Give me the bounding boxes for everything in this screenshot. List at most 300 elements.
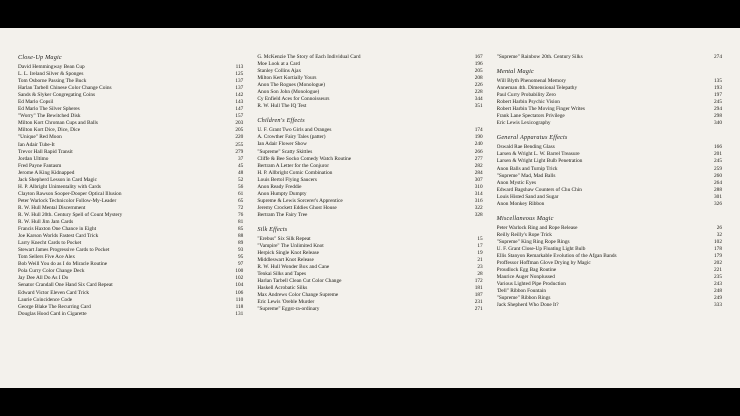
index-entry bbox=[18, 290, 243, 297]
entry-title: Robert Harbin Psychic Vision bbox=[496, 99, 560, 106]
entry-page: 61 bbox=[238, 190, 244, 197]
index-entry bbox=[18, 92, 243, 99]
entry-page: 142 bbox=[235, 92, 244, 99]
entry-title: R. W. Hull Mental Discernment bbox=[18, 204, 86, 211]
entry-page: 85 bbox=[238, 226, 244, 233]
entry-title: "Erebus" Six Silk Repeat bbox=[257, 235, 311, 242]
entry-title: R. W. Hull 20th. Century Spell of Count Mystery bbox=[18, 211, 123, 218]
index-entry-list bbox=[257, 54, 482, 110]
entry-page: 243 bbox=[714, 281, 722, 288]
entry-page: 143 bbox=[235, 99, 244, 106]
index-entry bbox=[497, 225, 722, 232]
entry-page: 322 bbox=[474, 204, 483, 211]
index-entry bbox=[497, 144, 722, 151]
entry-title: Haskell Acrobatic Silks bbox=[257, 285, 308, 292]
entry-title: Ian Adair Tube-It bbox=[18, 141, 55, 148]
index-entry bbox=[18, 113, 243, 120]
index-entry bbox=[257, 54, 482, 61]
entry-title: Moe Look at a Card bbox=[257, 61, 300, 68]
index-entry bbox=[18, 219, 243, 226]
entry-page: 248 bbox=[714, 288, 722, 295]
entry-page: 271 bbox=[474, 306, 483, 313]
entry-title: David Hemmingway Bean Cup bbox=[18, 64, 85, 70]
entry-page: 56 bbox=[238, 183, 244, 190]
entry-title: A. Crowther Fairy Tales (patter) bbox=[257, 134, 326, 141]
index-entry bbox=[257, 103, 482, 110]
entry-title: Eric Lewis 'Oreble Murder bbox=[257, 299, 315, 306]
index-entry bbox=[18, 163, 243, 170]
entry-title: Herpick Single Knot Release bbox=[257, 250, 319, 257]
entry-page: 259 bbox=[714, 165, 722, 172]
index-entry bbox=[257, 184, 482, 191]
entry-title: Anneman 4th. Dimensional Telepathy bbox=[496, 85, 578, 92]
entry-page: 89 bbox=[238, 240, 244, 247]
entry-page: 235 bbox=[714, 274, 722, 281]
entry-title: Reilly Reilly's Rope Trick bbox=[496, 231, 552, 238]
entry-title: "Vampire" The Unlimited Knot bbox=[257, 243, 324, 250]
entry-page: 344 bbox=[474, 96, 483, 103]
entry-title: "Supreme" Eggst-ra-ordinary bbox=[257, 306, 320, 313]
entry-title: Oswald Rae Bending Glass bbox=[496, 144, 555, 151]
index-entry bbox=[257, 243, 482, 250]
entry-title: Edward Victor Eleven Card Trick bbox=[18, 289, 90, 296]
entry-page: 197 bbox=[714, 92, 722, 99]
index-entry bbox=[497, 288, 722, 295]
entry-page: 328 bbox=[474, 211, 483, 218]
entry-page: 104 bbox=[235, 282, 244, 289]
index-entry bbox=[257, 75, 482, 82]
entry-page: 266 bbox=[474, 148, 483, 155]
index-entry bbox=[18, 247, 243, 254]
entry-title: Harlan Tarbell Clean Cut Color Change bbox=[257, 278, 342, 285]
index-entry bbox=[18, 156, 243, 163]
index-entry bbox=[497, 113, 722, 120]
entry-title: Milton Kort Dice, Dice, Dice bbox=[18, 127, 81, 134]
index-entry bbox=[257, 250, 482, 257]
entry-title: L. L. Ireland Silver & Sponges bbox=[18, 71, 84, 78]
entry-page: 174 bbox=[474, 127, 483, 134]
index-entry bbox=[18, 261, 243, 268]
index-entry bbox=[497, 78, 722, 85]
entry-page: 131 bbox=[235, 310, 244, 317]
entry-page: 178 bbox=[714, 245, 722, 252]
index-entry bbox=[18, 233, 243, 240]
entry-title: Cliffe & Bee Socko Comedy Watch Routine bbox=[257, 155, 352, 162]
entry-page: 255 bbox=[235, 141, 244, 148]
entry-page: 52 bbox=[238, 176, 244, 183]
entry-page: 28 bbox=[477, 271, 483, 278]
entry-title: Ed Marlo Copsil bbox=[18, 99, 54, 106]
entry-page: 193 bbox=[714, 85, 722, 92]
entry-page: 102 bbox=[235, 275, 244, 282]
index-entry bbox=[497, 180, 722, 187]
index-entry bbox=[257, 141, 482, 148]
entry-page: 32 bbox=[716, 231, 722, 238]
entry-title: Peter Warlock Ring and Rope Release bbox=[496, 224, 578, 231]
index-entry bbox=[257, 61, 482, 68]
entry-title: Jay Dee All Do As I Do bbox=[18, 275, 69, 282]
entry-page: 135 bbox=[714, 78, 722, 85]
index-entry bbox=[257, 149, 482, 156]
entry-page: 113 bbox=[235, 64, 244, 70]
entry-title: Jordan Ultimo bbox=[18, 155, 49, 162]
entry-page: 97 bbox=[238, 261, 244, 268]
entry-page: 340 bbox=[714, 120, 722, 127]
index-entry bbox=[18, 184, 243, 191]
section-heading: Silk Effects bbox=[257, 225, 288, 233]
index-entry bbox=[497, 151, 722, 158]
index-entry bbox=[18, 254, 243, 261]
entry-title: Paul Curry Probability Zero bbox=[496, 92, 556, 99]
entry-page: 172 bbox=[474, 278, 483, 285]
entry-page: 48 bbox=[238, 169, 244, 176]
entry-title: Anon The Rogues (Monologue) bbox=[257, 82, 326, 89]
index-entry bbox=[18, 71, 243, 78]
index-entry bbox=[18, 127, 243, 134]
entry-page: 298 bbox=[714, 113, 722, 120]
entry-title: "Supreme" Ribbon Rings bbox=[496, 295, 551, 302]
index-entry bbox=[257, 170, 482, 177]
entry-page: 166 bbox=[714, 144, 722, 151]
index-entry bbox=[18, 226, 243, 233]
index-entry bbox=[18, 212, 243, 219]
entry-title: Sands & Slyker Congregating Coins bbox=[18, 92, 96, 99]
index-entry bbox=[257, 68, 482, 75]
section-heading: Miscellaneous Magic bbox=[496, 214, 554, 222]
index-entry-list bbox=[497, 144, 722, 207]
section-heading: Mental Magic bbox=[496, 68, 534, 76]
entry-page: 118 bbox=[235, 303, 244, 310]
index-entry bbox=[497, 246, 722, 253]
index-entry bbox=[257, 236, 482, 243]
section-heading: Children's Effects bbox=[257, 117, 305, 125]
entry-page: 102 bbox=[714, 238, 722, 245]
index-entry bbox=[257, 264, 482, 271]
index-entry bbox=[257, 299, 482, 306]
index-entry bbox=[497, 232, 722, 239]
index-entry bbox=[257, 285, 482, 292]
index-entry bbox=[18, 106, 243, 113]
index-entry bbox=[257, 163, 482, 170]
entry-title: Pola Curry Color Change Deck bbox=[18, 268, 85, 275]
entry-title: U. F. Grant Close-Up Floating Light Bulb bbox=[496, 245, 586, 252]
entry-title: Bertram The Fairy Tree bbox=[257, 211, 308, 218]
entry-page: 179 bbox=[714, 252, 722, 259]
entry-title: Bertram A Letter for the Conjuror bbox=[257, 162, 329, 169]
entry-title: Ed Marlo The Silver Spheres bbox=[18, 106, 80, 113]
entry-page: 282 bbox=[474, 162, 483, 169]
entry-page: 294 bbox=[714, 106, 722, 113]
entry-title: Milton Kort Chroman Cups and Balls bbox=[18, 120, 98, 127]
section-heading: General Apparatus Effects bbox=[496, 134, 568, 142]
index-entry bbox=[18, 85, 243, 92]
entry-title: R. W. Hull The IQ Test bbox=[257, 103, 307, 110]
entry-page: 147 bbox=[235, 106, 244, 113]
entry-title: Tom Sellers Five Ace Alex bbox=[18, 254, 76, 261]
index-entry bbox=[257, 212, 482, 219]
index-entry bbox=[497, 274, 722, 281]
entry-title: Frank Lane Spectators Privilege bbox=[496, 113, 565, 120]
index-entry bbox=[497, 281, 722, 288]
index-entry bbox=[497, 302, 722, 309]
entry-page: 351 bbox=[474, 103, 483, 110]
entry-title: "Unique" Red Moon bbox=[18, 134, 62, 141]
index-entry-list bbox=[18, 64, 243, 318]
index-entry bbox=[497, 267, 722, 274]
index-entry bbox=[257, 191, 482, 198]
index-columns bbox=[18, 54, 722, 378]
entry-page: 274 bbox=[714, 54, 722, 60]
entry-page: 301 bbox=[714, 193, 722, 200]
entry-page: 316 bbox=[474, 197, 483, 204]
entry-page: 72 bbox=[238, 204, 244, 211]
entry-page: 310 bbox=[474, 183, 483, 190]
entry-page: 221 bbox=[714, 267, 722, 274]
entry-page: 110 bbox=[235, 296, 244, 303]
entry-page: 245 bbox=[714, 158, 722, 165]
index-entry bbox=[497, 99, 722, 106]
entry-page: 201 bbox=[714, 151, 722, 158]
entry-title: Clayton Rawson Sooper-Dooper Optical Illusion bbox=[18, 190, 122, 197]
index-entry bbox=[497, 239, 722, 246]
index-entry bbox=[497, 166, 722, 173]
index-entry bbox=[18, 240, 243, 247]
entry-title: Trevor Hall Rapid Transit bbox=[18, 148, 73, 155]
index-entry bbox=[18, 297, 243, 304]
index-entry-list bbox=[497, 54, 722, 61]
entry-title: Laurie Coincidence Code bbox=[18, 296, 73, 303]
entry-title: Max Andrews Color Change Supreme bbox=[257, 292, 339, 299]
index-entry bbox=[18, 170, 243, 177]
entry-title: Jeremy Crockett Eddies Ghost House bbox=[257, 204, 337, 211]
index-entry bbox=[257, 198, 482, 205]
entry-page: 181 bbox=[474, 285, 483, 292]
entry-title: Ellis Stanyon Remarkable Evolution of the Afgan Bands bbox=[496, 252, 617, 259]
entry-title: Larry Knecht Cards to Pocket bbox=[18, 240, 82, 247]
index-entry bbox=[257, 205, 482, 212]
entry-page: 333 bbox=[714, 302, 722, 309]
entry-title: Anon Mystic Eyes bbox=[496, 179, 537, 186]
entry-page: 65 bbox=[238, 197, 244, 204]
entry-title: Francis Haxton One Chance in Eight bbox=[18, 226, 97, 233]
index-entry-list bbox=[257, 236, 482, 314]
entry-title: Will Blyth Phenomenal Memory bbox=[496, 78, 567, 85]
entry-page: 17 bbox=[477, 243, 483, 250]
entry-title: Anon Monkey Ribbon bbox=[496, 200, 545, 207]
entry-page: 167 bbox=[474, 54, 483, 60]
entry-page: 37 bbox=[238, 155, 244, 162]
entry-page: 106 bbox=[235, 289, 244, 296]
entry-page: 264 bbox=[714, 179, 722, 186]
entry-page: 245 bbox=[714, 99, 722, 106]
index-entry bbox=[497, 253, 722, 260]
entry-title: Bob Weill You do as I do Miracle Routine bbox=[18, 261, 108, 268]
entry-title: Supreme & Lewis Sorcerer's Apprentice bbox=[257, 197, 343, 204]
index-entry bbox=[257, 257, 482, 264]
entry-page: 240 bbox=[474, 141, 483, 148]
entry-page: 326 bbox=[714, 200, 722, 207]
index-entry bbox=[18, 134, 243, 141]
entry-page: 228 bbox=[474, 89, 483, 96]
entry-page: 157 bbox=[235, 113, 244, 120]
entry-page: 26 bbox=[716, 224, 722, 231]
index-entry-list bbox=[257, 127, 482, 219]
index-entry bbox=[18, 205, 243, 212]
entry-page: 288 bbox=[714, 186, 722, 193]
index-entry bbox=[257, 156, 482, 163]
entry-page: 88 bbox=[238, 233, 244, 240]
entry-title: Louis Bertol Flying Saucers bbox=[257, 176, 317, 183]
index-entry bbox=[18, 142, 243, 149]
entry-title: Proudlock Egg Bag Routine bbox=[496, 267, 557, 274]
entry-page: 202 bbox=[714, 260, 722, 267]
entry-title: Maurice Auger Nonplussed bbox=[496, 274, 555, 281]
entry-title: Anon Humpty Dumpty bbox=[257, 190, 307, 197]
entry-title: "Supreme" King Ring Rope Rings bbox=[496, 238, 570, 245]
entry-page: 260 bbox=[714, 172, 722, 179]
entry-page: 205 bbox=[235, 127, 244, 134]
entry-page: 81 bbox=[238, 219, 244, 226]
entry-page: 249 bbox=[714, 295, 722, 302]
entry-page: 45 bbox=[238, 162, 244, 169]
index-entry bbox=[18, 149, 243, 156]
index-column-3 bbox=[497, 54, 722, 378]
index-entry bbox=[497, 260, 722, 267]
entry-page: 203 bbox=[235, 120, 244, 127]
entry-page: 277 bbox=[474, 155, 483, 162]
entry-page: 231 bbox=[474, 299, 483, 306]
index-entry bbox=[18, 311, 243, 318]
entry-page: 21 bbox=[477, 257, 483, 264]
entry-title: Jack Shepherd Lesson in Card Magic bbox=[18, 176, 97, 183]
index-entry bbox=[18, 282, 243, 289]
entry-title: Proffessor Hoffman Glove Drying by Magic bbox=[496, 260, 591, 267]
entry-page: 137 bbox=[235, 78, 244, 85]
entry-title: Harlan Tarbell Chinese Color Change Coins bbox=[18, 85, 112, 92]
section-heading: Close-Up Magic bbox=[18, 54, 62, 61]
entry-title: Various Lighted Pipe Production bbox=[496, 281, 566, 288]
entry-page: 220 bbox=[235, 134, 244, 141]
entry-title: Louis Histed Sand and Sugar bbox=[496, 193, 559, 200]
index-entry bbox=[18, 198, 243, 205]
index-entry bbox=[497, 201, 722, 208]
index-entry bbox=[257, 177, 482, 184]
index-entry bbox=[257, 82, 482, 89]
index-entry bbox=[257, 278, 482, 285]
entry-page: 19 bbox=[477, 250, 483, 257]
index-entry bbox=[18, 78, 243, 85]
index-entry bbox=[497, 173, 722, 180]
entry-title: Stewart James Progressive Cards to Pocket bbox=[18, 247, 110, 254]
entry-title: Ian Adair Flower Show bbox=[257, 141, 307, 148]
entry-title: Stanley Collins Ajax bbox=[257, 68, 302, 75]
entry-title: G. McKenzie The Story of Each Individual Card bbox=[257, 54, 361, 60]
entry-page: 76 bbox=[238, 211, 244, 218]
index-entry bbox=[18, 120, 243, 127]
entry-page: 279 bbox=[235, 148, 244, 155]
index-entry bbox=[497, 187, 722, 194]
index-entry bbox=[257, 127, 482, 134]
index-entry bbox=[497, 106, 722, 113]
index-entry bbox=[497, 120, 722, 127]
entry-title: Jack Shepherd Who Done It? bbox=[496, 302, 559, 309]
index-entry bbox=[18, 191, 243, 198]
entry-title: Cy Enfield Aces for Connoisseurs bbox=[257, 96, 330, 103]
index-entry bbox=[18, 64, 243, 71]
index-entry bbox=[18, 304, 243, 311]
entry-title: "Supreme" Scatty Skittles bbox=[257, 148, 313, 155]
entry-title: Anon Son John (Monologue) bbox=[257, 89, 320, 96]
entry-page: 95 bbox=[238, 254, 244, 261]
entry-title: Edward Bagshaw Counters of Chu Chin bbox=[496, 186, 582, 193]
entry-page: 190 bbox=[474, 134, 483, 141]
index-column-1 bbox=[18, 54, 243, 378]
entry-title: U. F. Grant Two Girls and Oranges bbox=[257, 127, 332, 134]
index-entry bbox=[257, 89, 482, 96]
index-column-2 bbox=[257, 54, 482, 378]
entry-title: Anon Balls and Turnip Trick bbox=[496, 165, 558, 172]
entry-page: 307 bbox=[474, 176, 483, 183]
index-entry bbox=[497, 295, 722, 302]
entry-page: 208 bbox=[474, 75, 483, 82]
entry-page: 205 bbox=[474, 68, 483, 75]
entry-page: 226 bbox=[474, 82, 483, 89]
entry-page: 196 bbox=[474, 61, 483, 68]
entry-page: 314 bbox=[474, 190, 483, 197]
entry-title: Senator Crandall One Hand Six Card Repeat bbox=[18, 282, 113, 289]
entry-title: R. W. Hull Jim Jam Cards bbox=[18, 219, 74, 226]
book-page bbox=[0, 28, 740, 388]
entry-title: Eric Lewis Lexicography bbox=[496, 120, 551, 127]
entry-title: Robert Harbin The Moving Finger Writes bbox=[496, 106, 585, 113]
index-entry bbox=[497, 54, 722, 61]
entry-title: "Worry" The Bewitched Disk bbox=[18, 113, 81, 120]
index-entry bbox=[257, 292, 482, 299]
index-entry bbox=[497, 158, 722, 165]
entry-title: George Blake The Recurring Card bbox=[18, 303, 91, 310]
entry-title: Tom Osborne Passing The Buck bbox=[18, 78, 87, 85]
entry-page: 15 bbox=[477, 235, 483, 242]
entry-title: H. P. Allbright Comic Combination bbox=[257, 169, 333, 176]
index-entry-list bbox=[497, 225, 722, 310]
entry-title: "Supreme" Mad, Mad Balls bbox=[496, 172, 556, 179]
index-entry bbox=[497, 92, 722, 99]
entry-page: 284 bbox=[474, 169, 483, 176]
entry-title: 'Dell" Ribbon Fountain bbox=[496, 288, 546, 295]
entry-page: 93 bbox=[238, 247, 244, 254]
entry-page: 23 bbox=[477, 264, 483, 271]
entry-page: 187 bbox=[474, 292, 483, 299]
entry-title: Peter Warlock Technicolor Follow-My-Leader bbox=[18, 197, 117, 204]
index-entry bbox=[18, 177, 243, 184]
entry-title: Douglas Hood Card in Cigarette bbox=[18, 310, 87, 317]
index-entry bbox=[18, 275, 243, 282]
index-entry bbox=[257, 96, 482, 103]
entry-title: H. P. Albright Unimentality with Cards bbox=[18, 183, 101, 190]
entry-title: Larsen & Wright L. W. Barrel Treasure bbox=[496, 151, 580, 158]
index-entry bbox=[257, 306, 482, 313]
entry-page: 137 bbox=[235, 85, 244, 92]
index-entry bbox=[257, 271, 482, 278]
entry-title: Fred Payne Fantasm bbox=[18, 162, 62, 169]
entry-title: "Supreme" Rainbow 20th. Century Silks bbox=[496, 54, 583, 60]
index-entry bbox=[497, 194, 722, 201]
entry-title: Joe Karson Worlds Fastest Card Trick bbox=[18, 233, 99, 240]
entry-title: Anon Ready Freddie bbox=[257, 183, 302, 190]
entry-page: 100 bbox=[235, 268, 244, 275]
entry-title: Milton Kert Kortially Yours bbox=[257, 75, 317, 82]
entry-title: Middleswart Knot Release bbox=[257, 257, 314, 264]
